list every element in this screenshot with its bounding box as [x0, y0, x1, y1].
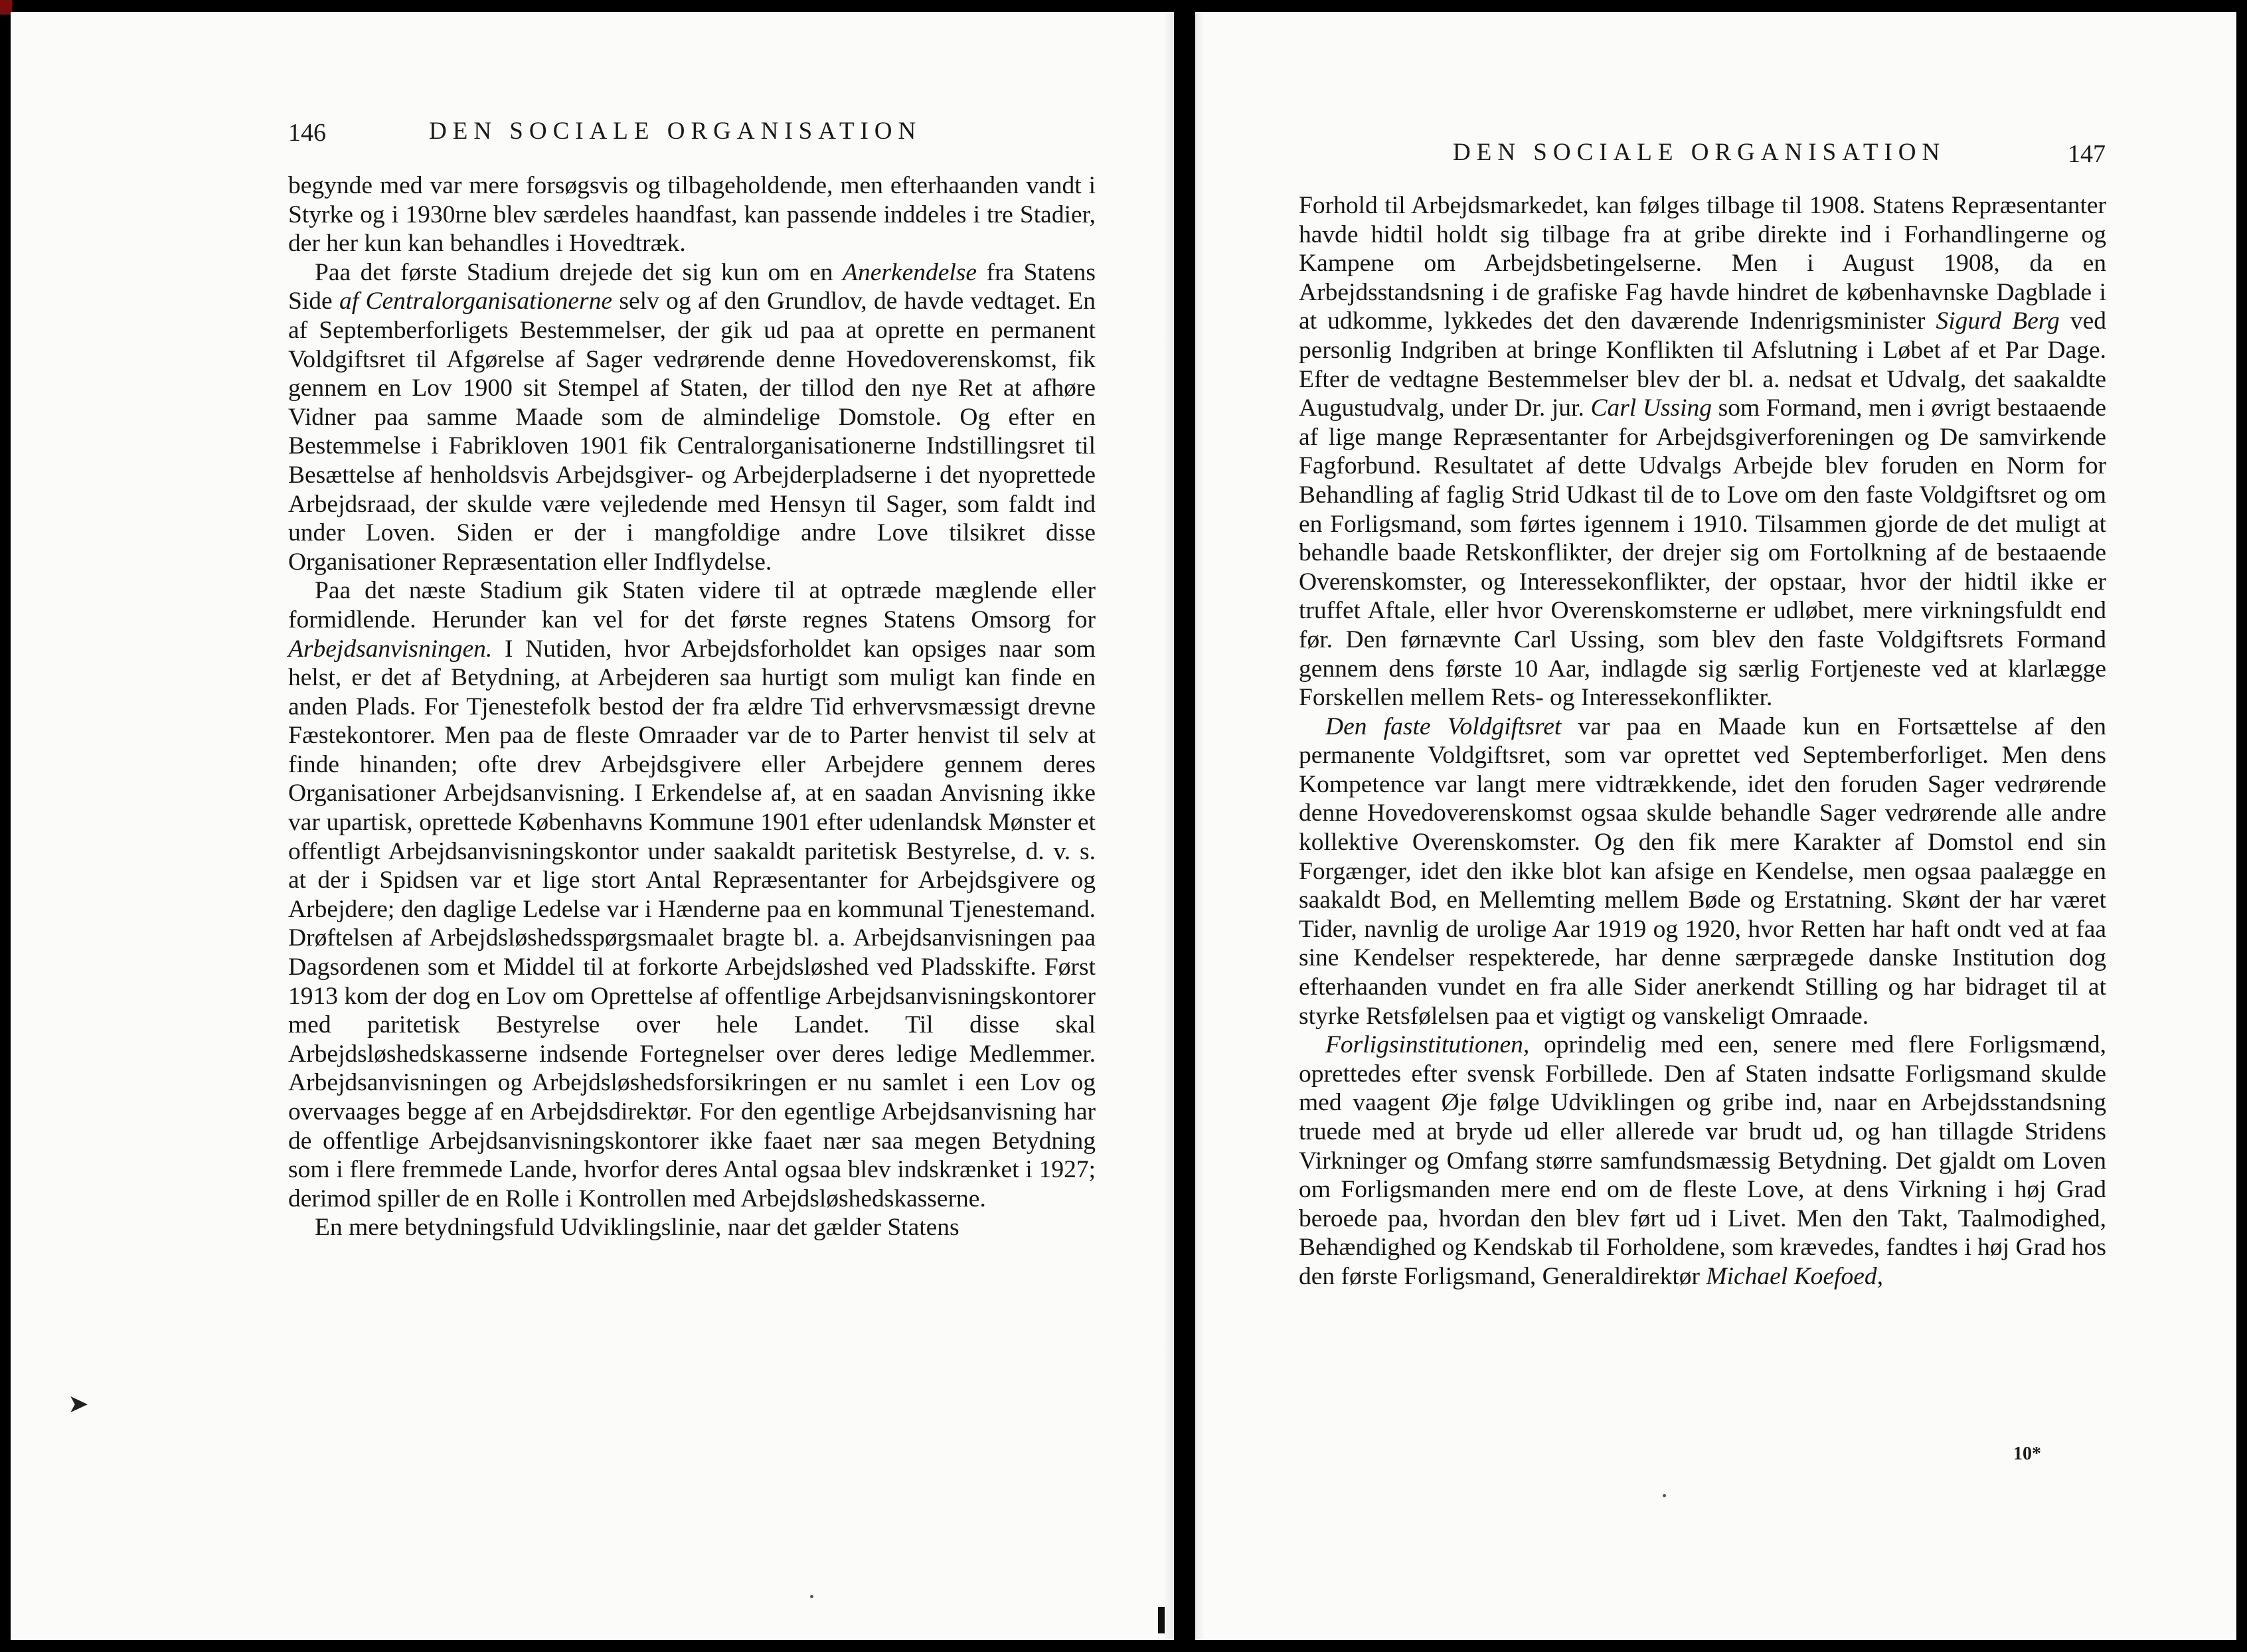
right-body-text	[1299, 191, 2106, 1291]
italic-text: Anerkendelse	[843, 258, 977, 286]
text-run: ved personlig Indgriben at bringe Konflikten til Afslutning i Løbet af et Par Dage. Efter de vedtagne Bestemmelser blev der bl. a. nedsat et Udvalg, det saakaldte Augustudvalg, under Dr. jur.	[1299, 307, 2106, 422]
italic-text: Michael Koefoed,	[1706, 1262, 1883, 1290]
paragraph	[1299, 712, 2106, 1031]
text-run: Paa det næste Stadium gik Staten videre til at optræde mæglende eller formidlende. Herunder kan vel for det første regnes Statens Omsorg for	[288, 577, 1096, 633]
signature-mark: 10*	[2013, 1444, 2041, 1464]
right-page-number: 147	[2068, 140, 2106, 168]
paragraph	[1299, 1031, 2106, 1291]
left-body-text	[288, 171, 1096, 1242]
italic-text: Arbejdsanvisningen.	[288, 635, 493, 663]
text-run: Forhold til Arbejdsmarkedet, kan følges tilbage til 1908. Statens Repræsentanter havde hidtil holdt sig tilbage fra at gribe direkte ind i Forhandlingerne og Kampene om Arbejdsbetingelserne. Men i August 1908, da en Arbejdsstandsning i de grafiske Fag havde hindret de københavnske Dagblade i at udkomme, lykkedes det den daværende Indenrigsminister	[1299, 192, 2106, 335]
text-run: oprindelig med een, senere med flere Forligsmænd, oprettedes efter svensk Forbillede. Den af Staten indsatte Forligsmand skulde med vaagent Øje følge Udviklingen og gribe ind, naar en Arbejdsstandsning truede med at bryde ud eller allerede var brudt ud, og han tillagde Stridens Virkninger og Omfang større samfundsmæssig Betydning. Det gjaldt om Loven om Forligsmanden mere end om de fleste Love, at dens Virkning i høj Grad beroede paa, hvordan den blev ført ud i Livet. Men den Takt, Taalmodighed, Behændighed og Kendskab til Forholdene, som krævedes, fandtes i høj Grad hos den første Forligsmand, Generaldirektør	[1299, 1031, 2106, 1290]
paragraph	[288, 171, 1096, 258]
text-run: fra Statens Side	[288, 258, 1096, 315]
italic-text: Den faste Voldgiftsret	[1325, 712, 1562, 740]
text-run: var paa en Maade kun en Fortsættelse af den permanente Voldgiftsret, som var oprettet ved Septemberforliget. Men dens Kompetence var langt mere vidtrækkende, idet den foruden Sager vedrørende denne Hovedoverenskomst ogsaa skulde behandle Sager vedrørende alle andre kollektive Overenskomster. Og den fik mere Karakter af Domstol end sin Forgænger, idet den ikke blot kan afsige en Kendelse, men ogsaa paalægge en saakaldt Bod, en Mellemting mellem Bøde og Erstatning. Skønt der har været Tider, navnlig de urolige Aar 1919 og 1920, hvor Retten har haft ondt ved at faa sine Kendelser respekterede, har denne særprægede danske Institution dog efterhaanden vundet en fra alle Sider anerkendt Stilling og har bidraget til at styrke Retsfølelsen paa et vigtigt og vanskeligt Omraade.	[1299, 712, 2106, 1030]
text-run: begynde med var mere forsøgsvis og tilbageholdende, men efterhaanden vandt i Styrke og i 1930rne blev særdeles haandfast, kan passende inddeles i tre Stadier, der her kun kan behandles i Hovedtræk.	[288, 172, 1096, 258]
text-run: som Formand, men i øvrigt bestaaende af lige mange Repræsentanter for Arbejdsgiverforeningen og De samvirkende Fagforbund. Resultatet af dette Udvalgs Arbejde blev foruden en Norm for Behandling af faglig Strid Udkast til de to Love om den faste Voldgiftsret og om en Forligsmand, som førtes igennem i 1910. Tilsammen gjorde de det muligt at behandle baade Retskonflikter, der drejer sig om Fortolkning af de bestaaende Overenskomster, og Interessekonflikter, der opstaar, hvor der hidtil ikke er truffet Aftale, eller hvor Overenskomsterne er udløbet, mere virkningsfuldt end før. Den førnævnte Carl Ussing, som blev den faste Voldgiftsrets Formand gennem dens første 10 Aar, indlagde sig særlig Fortjeneste ved at klarlægge Forskellen mellem Rets- og Interessekonflikter.	[1299, 394, 2106, 712]
left-page-number: 146	[288, 119, 326, 147]
paragraph	[288, 1213, 1096, 1242]
right-running-head: DEN SOCIALE ORGANISATION	[1453, 139, 1946, 166]
left-running-head: DEN SOCIALE ORGANISATION	[429, 118, 922, 145]
margin-arrow-mark: ➤	[68, 1389, 89, 1418]
paragraph	[288, 576, 1096, 1213]
italic-text: af Centralorganisationerne	[339, 288, 613, 315]
text-run: selv og af den Grundlov, de havde vedtaget. En af Septemberforligets Bestemmelser, der gik ud paa at oprette en permanent Voldgiftsret til Afgørelse af Sager vedrørende denne Hovedoverenskomst, fik gennem en Lov 1900 sit Stempel af Staten, der tillod den nye Ret at afhøre Vidner paa samme Maade som de almindelige Domstole. Og efter en Bestemmelse i Fabrikloven 1901 fik Centralorganisationerne Indstillingsret til Besættelse af henholdsvis Arbejdsgiver- og Arbejderpladserne i det nyoprettede Arbejdsraad, der skulde være vejledende med Hensyn til Sager, som faldt ind under Loven. Siden er der i mangfoldige andre Love tilsikret disse Organisationer Repræsentation eller Indflydelse.	[288, 288, 1096, 576]
italic-text: Sigurd Berg	[1936, 307, 2060, 335]
paragraph	[288, 258, 1096, 577]
italic-text: Carl Ussing	[1590, 394, 1712, 422]
right-page	[1195, 12, 2236, 1640]
text-run: I Nutiden, hvor Arbejdsforholdet kan opsiges naar som helst, er det af Betydning, at Arbejderen saa hurtigt som muligt kan finde en anden Plads. For Tjenestefolk bestod der fra ældre Tid erhvervsmæssigt drevne Fæstekontorer. Men paa de fleste Omraader var de to Parter henvist til selv at finde hinanden; ofte drev Arbejdsgivere eller Arbejdere gennem deres Organisationer Arbejdsanvisning. I Erkendelse af, at en saadan Anvisning ikke var upartisk, oprettede Københavns Kommune 1901 efter udenlandsk Mønster et offentligt Arbejdsanvisningskontor under saakaldt paritetisk Bestyrelse, d. v. s. at der i Spidsen var et lige stort Antal Repræsentanter for Arbejdsgivere og Arbejdere; den daglige Ledelse var i Hænderne paa en kommunal Tjenestemand. Drøftelsen af Arbejdsløshedsspørgsmaalet bragte bl. a. Arbejdsanvisningen paa Dagsordenen som et Middel til at forkorte Arbejdsløshed ved Pladsskifte. Først 1913 kom der dog en Lov om Oprettelse af offentlige Arbejdsanvisningskontorer med paritetisk Bestyrelse over hele Landet. Til disse skal Arbejdsløshedskasserne indsende Fortegnelser over deres ledige Medlemmer. Arbejdsanvisningen og Arbejdsløshedsforsikringen er nu samlet i een Lov og overvaages begge af en Arbejdsdirektør. For den egentlige Arbejdsanvisning har de offentlige Arbejdsanvisningskontorer ikke faaet nær saa megen Betydning som i flere fremmede Lande, hvorfor deres Antal ogsaa blev indskrænket i 1927; derimod spiller de en Rolle i Kontrollen med Arbejdsløshedskasserne.	[288, 635, 1096, 1212]
left-page	[11, 12, 1174, 1640]
italic-text: Forligsinstitutionen,	[1325, 1031, 1530, 1059]
text-run: En mere betydningsfuld Udviklingslinie, naar det gælder Statens	[315, 1214, 959, 1242]
paragraph	[1299, 191, 2106, 712]
speck	[1663, 1494, 1666, 1497]
text-run: Paa det første Stadium drejede det sig kun om en	[315, 258, 843, 286]
spine-mark	[1158, 1607, 1165, 1633]
speck	[810, 1595, 813, 1598]
